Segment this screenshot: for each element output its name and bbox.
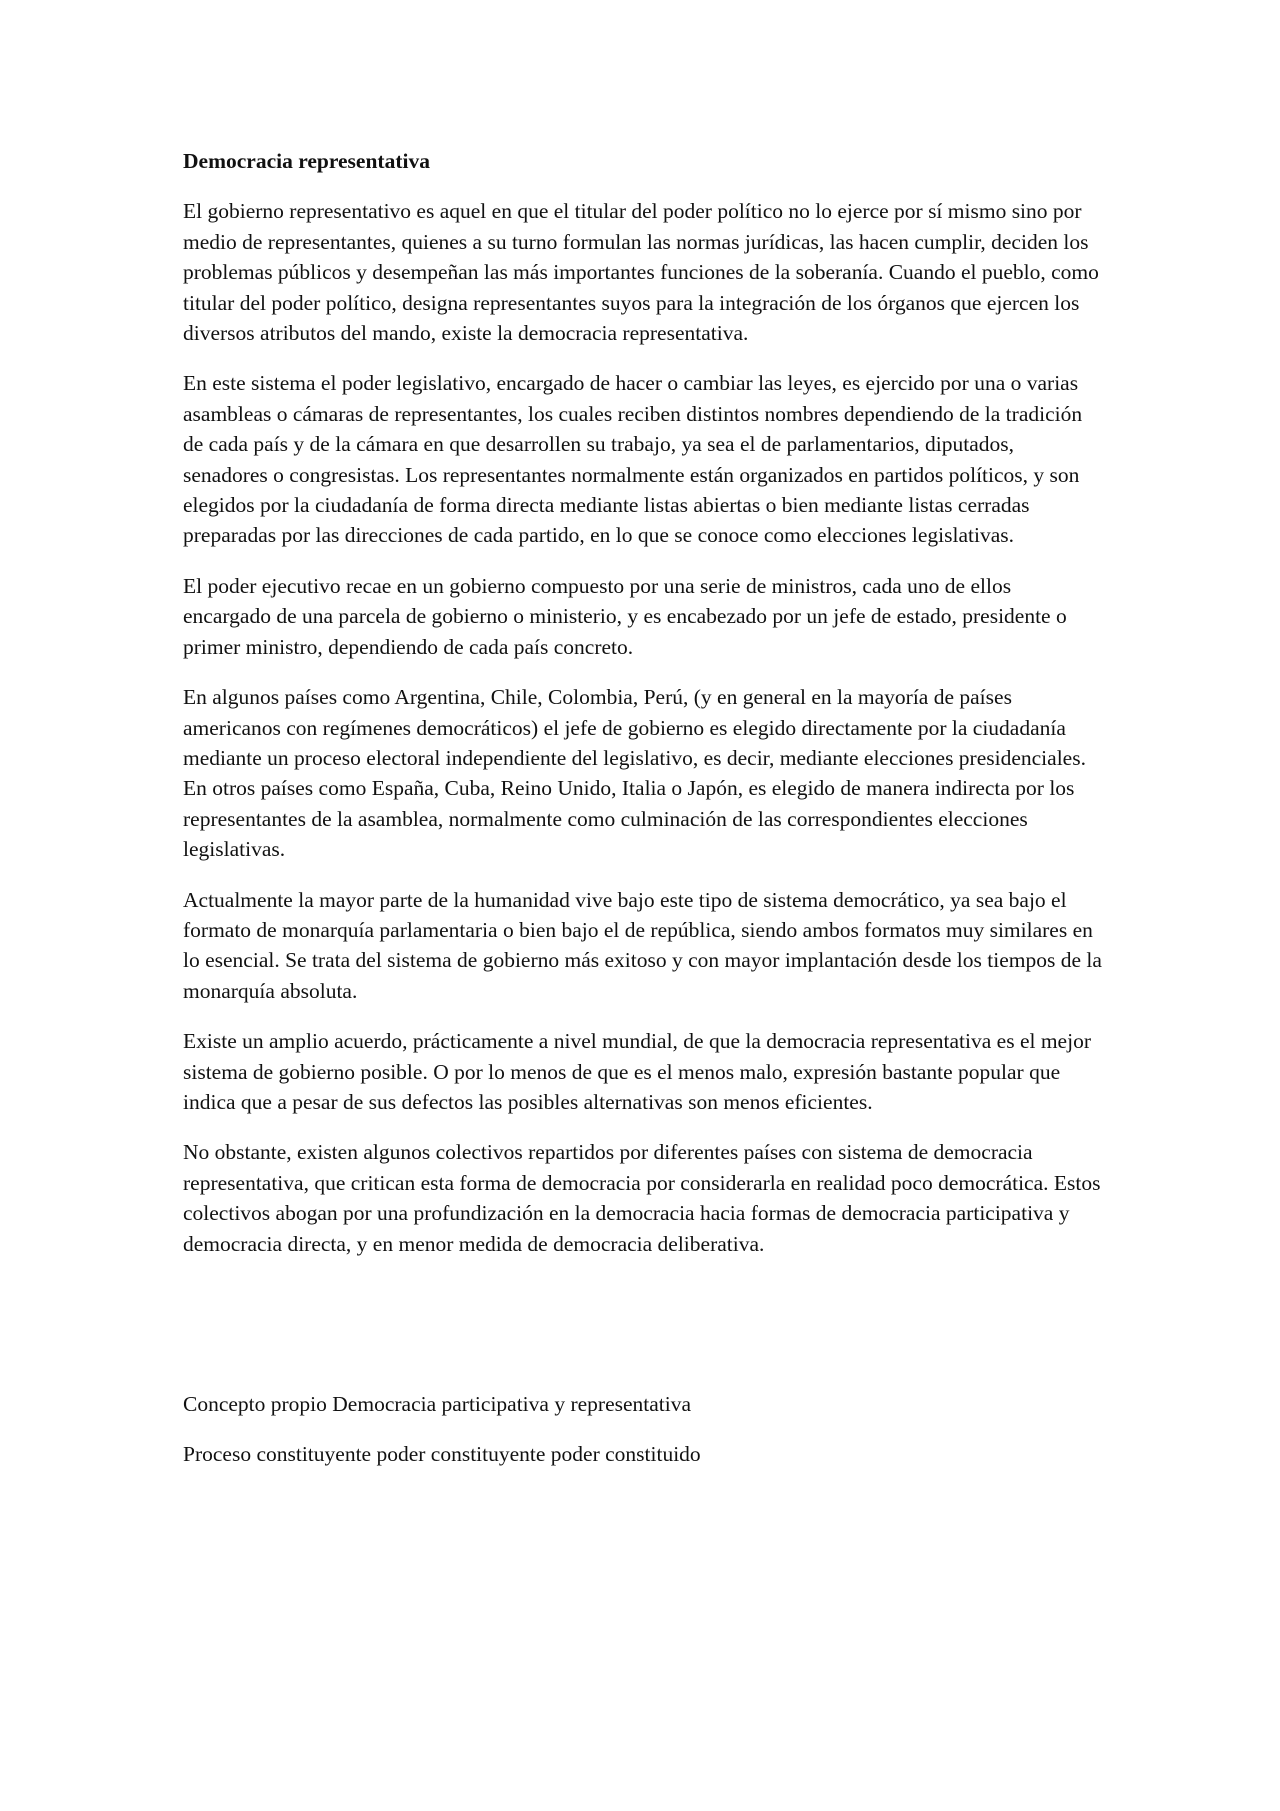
document-body <box>183 146 1103 1490</box>
paragraph: El poder ejecutivo recae en un gobierno compuesto por una serie de ministros, cada uno de ellos encargado de una parcela de gobierno o ministerio, y es encabezado por un jefe de estado, presidente o primer ministro, dependiendo de cada país concreto. <box>183 573 1067 659</box>
trailing-line: Concepto propio Democracia participativa y representativa <box>183 1392 692 1416</box>
paragraph: Existe un amplio acuerdo, prácticamente a nivel mundial, de que la democracia representativa es el mejor sistema de gobierno posible. O por lo menos de que es el menos malo, expresión bastante popular que indica que a pesar de sus defectos las posibles alternativas son menos eficientes. <box>183 1029 1091 1114</box>
paragraph: En algunos países como Argentina, Chile, Colombia, Perú, (y en general en la mayoría de países americanos con regímenes democráticos) el jefe de gobierno es elegido directamente por la ciudadanía mediante un proceso electoral independiente del legislativo, es decir, mediante elecciones presidenciales. En otros países como España, Cuba, Reino Unido, Italia o Japón, es elegido de manera indirecta por los representantes de la asamblea, normalmente como culminación de las correspondientes elecciones legislativas. <box>183 685 1086 862</box>
paragraph: En este sistema el poder legislativo, encargado de hacer o cambiar las leyes, es ejercido por una o varias asambleas o cámaras de representantes, los cuales reciben distintos nombres dependiendo de la tradición de cada país y de la cámara en que desarrollen su trabajo, ya sea el de parlamentarios, diputados, senadores o congresistas. Los representantes normalmente están organizados en partidos políticos, y son elegidos por la ciudadanía de forma directa mediante listas abiertas o bien mediante listas cerradas preparadas por las direcciones de cada partido, en lo que se conoce como elecciones legislativas. <box>183 371 1083 548</box>
document-title: Democracia representativa <box>183 149 430 173</box>
paragraph: No obstante, existen algunos colectivos repartidos por diferentes países con sistema de democracia representativa, que critican esta forma de democracia por considerarla en realidad poco democrática. Estos colectivos abogan por una profundización en la democracia hacia formas de democracia participativa y democracia directa, y en menor medida de democracia deliberativa. <box>183 1140 1101 1256</box>
paragraph: Actualmente la mayor parte de la humanidad vive bajo este tipo de sistema democrático, ya sea bajo el formato de monarquía parlamentaria o bien bajo el de república, siendo ambos formatos muy similares en lo esencial. Se trata del sistema de gobierno más exitoso y con mayor implantación desde los tiempos de la monarquía absoluta. <box>183 887 1102 1003</box>
trailing-line: Proceso constituyente poder constituyente poder constituido <box>183 1442 701 1467</box>
paragraph: El gobierno representativo es aquel en que el titular del poder político no lo ejerce por sí mismo sino por medio de representantes, quienes a su turno formulan las normas jurídicas, las hacen cumplir, deciden los problemas públicos y desempeñan las más importantes funciones de la soberanía. Cuando el pueblo, como titular del poder político, designa representantes suyos para la integración de los órganos que ejercen los diversos atributos del mando, existe la democracia representativa. <box>183 199 1099 346</box>
trailing-notes <box>183 1389 1103 1470</box>
